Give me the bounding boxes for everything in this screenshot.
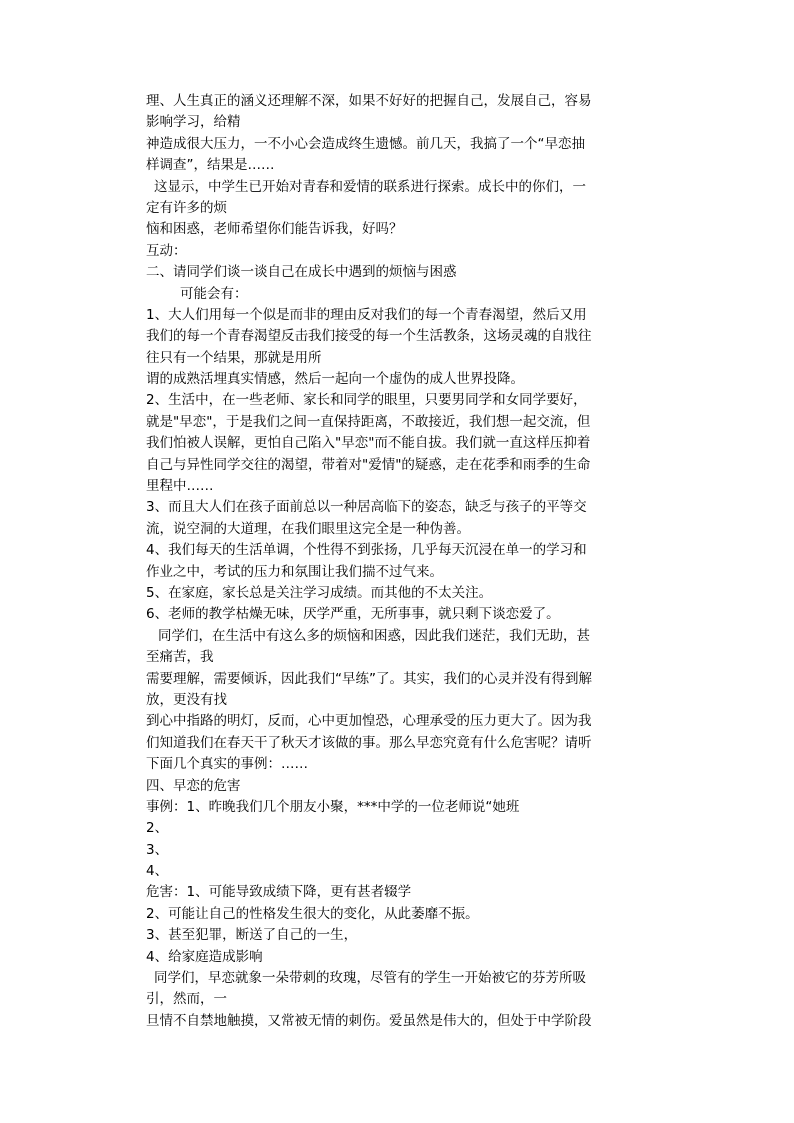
document-page xyxy=(146,91,686,1032)
text-line: 放，更没有找 xyxy=(146,691,227,708)
list-item: 6、老师的教学枯燥无味，厌学严重，无所事事，就只剩下谈恋爱了。 xyxy=(146,606,560,623)
list-item: 2、生活中，在一些老师、家长和同学的眼里，只要男同学和女同学要好， xyxy=(146,392,587,409)
list-item: 1、大人们用每一个似是而非的理由反对我们的每一个青春渴望，然后又用 xyxy=(146,306,587,323)
text-line: 互动： xyxy=(146,242,187,259)
text-line: 同学们，在生活中有这么多的烦恼和困惑，因此我们迷茫，我们无助，甚 xyxy=(158,627,590,644)
text-line: 引，然而，一 xyxy=(146,991,227,1008)
text-line: 同学们，早恋就象一朵带刺的玫瑰，尽管有的学生一开始被它的芬芳所吸 xyxy=(154,970,586,987)
list-item: 3、 xyxy=(146,841,169,858)
text-line: 我们怕被人误解，更怕自己陷入"早恋"而不能自拔。我们就一直这样压抑着 xyxy=(146,435,591,452)
list-item: 4、我们每天的生活单调，个性得不到张扬，几乎每天沉浸在单一的学习和 xyxy=(146,542,587,559)
text-line: 危害：1、可能导致成绩下降，更有甚者辍学 xyxy=(146,884,412,901)
text-line: 流，说空洞的大道理，在我们眼里这完全是一种伪善。 xyxy=(146,520,470,537)
text-line: 旦情不自禁地触摸，又常被无情的刺伤。爱虽然是伟大的，但处于中学阶段 xyxy=(146,1012,592,1029)
text-line: 恼和困惑，老师希望你们能告诉我，好吗？ xyxy=(146,221,403,238)
text-line: 往只有一个结果，那就是用所 xyxy=(146,349,322,366)
text-line: 神造成很大压力，一不小心会造成终生遗憾。前几天，我搞了一个“早恋抽 xyxy=(146,135,585,152)
list-item: 4、 xyxy=(146,863,169,880)
text-line: 理、人生真正的涵义还理解不深，如果不好好的把握自己，发展自己，容易 xyxy=(146,93,592,109)
text-line: 可能会有： xyxy=(180,285,248,302)
text-line: 到心中指路的明灯，反而，心中更加惶恐，心理承受的压力更大了。因为我 xyxy=(146,713,592,730)
list-item: 3、甚至犯罪，断送了自己的一生， xyxy=(146,927,358,944)
text-line: 影响学习，给精 xyxy=(146,114,241,131)
text-line: 自己与异性同学交往的渴望，带着对"爱情"的疑惑，走在花季和雨季的生命 xyxy=(146,456,591,473)
text-line: 下面几个真实的事例：…… xyxy=(146,756,308,773)
list-item: 3、而且大人们在孩子面前总以一种居高临下的姿态，缺乏与孩子的平等交 xyxy=(146,499,587,516)
text-line: 作业之中，考试的压力和氛围让我们揣不过气来。 xyxy=(146,563,443,580)
list-item: 2、可能让自己的性格发生很大的变化，从此萎靡不振。 xyxy=(146,905,479,922)
text-line: 需要理解，需要倾诉，因此我们“早练”了。其实，我们的心灵并没有得到解 xyxy=(146,670,592,687)
text-line: 样调查”，结果是…… xyxy=(146,157,275,174)
section-heading: 二、请同学们谈一谈自己在成长中遇到的烦恼与困惑 xyxy=(146,264,457,281)
text-line: 定有许多的烦 xyxy=(146,199,227,216)
section-heading: 四、早恋的危害 xyxy=(146,777,241,794)
text-line: 我们的每一个青春渴望反击我们接受的每一个生活教条，这场灵魂的自戕往 xyxy=(146,328,592,345)
text-line: 就是"早恋"，于是我们之间一直保持距离，不敢接近，我们想一起交流，但 xyxy=(146,413,591,430)
list-item: 5、在家庭，家长总是关注学习成绩。而其他的不太关注。 xyxy=(146,584,493,601)
text-line: 里程中…… xyxy=(146,478,214,495)
text-line: 谓的成熟活埋真实情感，然后一起向一个虚伪的成人世界投降。 xyxy=(146,371,524,388)
list-item: 4、给家庭造成影响 xyxy=(146,948,263,965)
list-item: 2、 xyxy=(146,820,169,837)
text-line: 至痛苦，我 xyxy=(146,649,214,666)
text-line: 事例：1、昨晚我们几个朋友小聚，***中学的一位老师说“她班 xyxy=(146,798,520,815)
text-line: 们知道我们在春天干了秋天才该做的事。那么早恋究竟有什么危害呢？请听 xyxy=(146,734,592,751)
text-line: 这显示，中学生已开始对青春和爱情的联系进行探索。成长中的你们，一 xyxy=(154,178,586,195)
